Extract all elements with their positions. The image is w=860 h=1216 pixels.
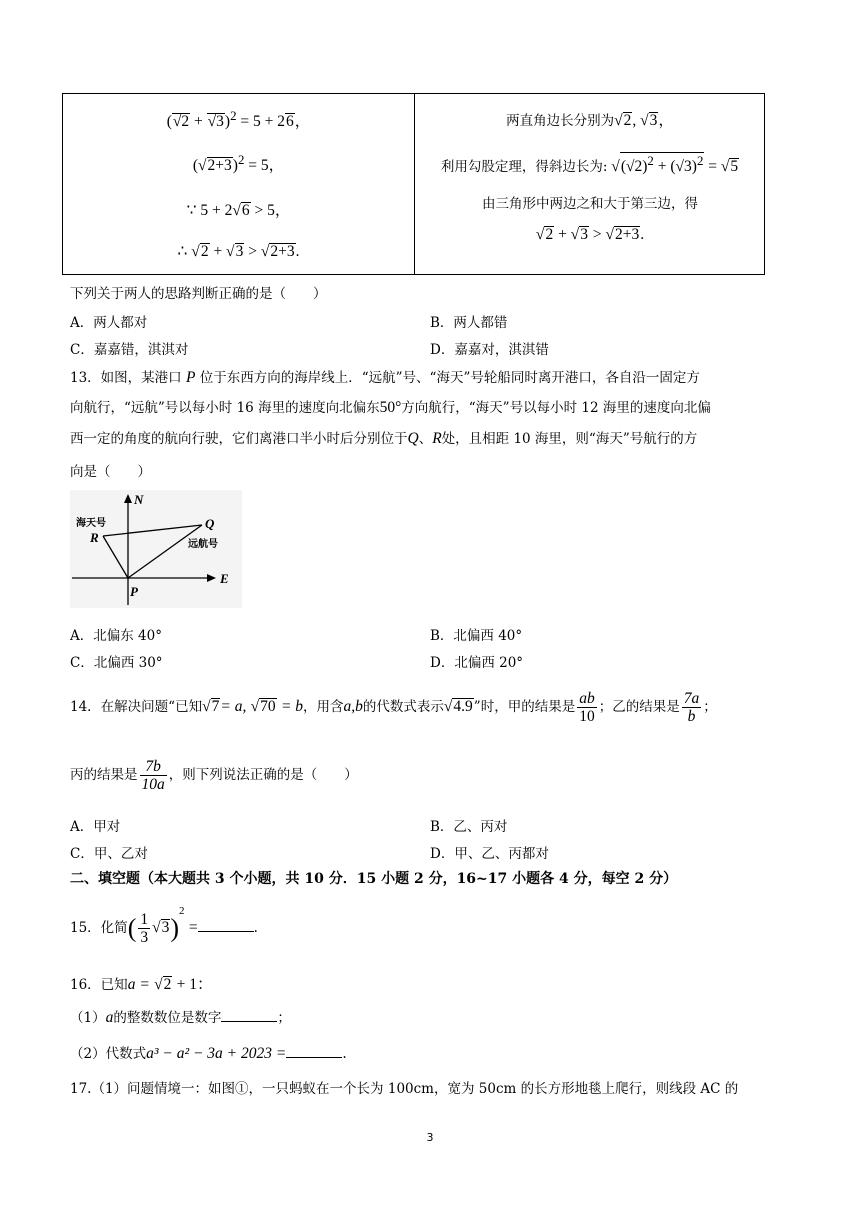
label-P: P <box>130 584 138 599</box>
q15-answer-blank[interactable] <box>198 919 254 932</box>
q16-2-answer-blank[interactable] <box>286 1045 342 1058</box>
right-line-2: 利用勾股定理，得斜边长为: $√(√2)^2 + (√3)^2 = √5$ <box>440 153 739 176</box>
q14-option-d: D．甲、乙、丙都对 <box>430 846 549 862</box>
left-line-2: $(√2+3)^2 = 5$， <box>192 152 285 175</box>
q14-line-1: 14．在解决问题“已知√7= a, √70 = b，用含a,b的代数式表示√4.9”时，甲的结果是 $\frac{ab}{10}$ ；乙的结果是 $\frac{7a}{b}$ ； <box>70 690 717 725</box>
label-haitian: 海天号 <box>76 518 106 529</box>
q13-option-c: C．北偏西 30° <box>70 655 163 671</box>
q15-line: 15．化简( $\frac{1}{3}$ √3)$^2$ = . <box>70 905 258 946</box>
q16-part-1: （1）a的整数数位是数字 ； <box>70 1009 291 1026</box>
q12-option-d: D．嘉嘉对，淇淇错 <box>430 342 549 358</box>
left-line-4: ∴ √2 + √3 > √2+3. <box>177 243 300 260</box>
q13-line-3: 西一定的角度的航向行驶，它们离港口半小时后分别位于Q、R处，且相距 10 海里，则“海天”号航行的方 <box>70 430 698 447</box>
right-line-3: 由三角形中两边之和大于第三边，得 <box>482 196 698 212</box>
q13-line-4: 向是（ ） <box>70 464 151 480</box>
label-E: E <box>220 571 229 586</box>
q16-line: 16．已知a = √2 + 1： <box>70 976 213 993</box>
q14-option-b: B．乙、丙对 <box>430 819 508 835</box>
q13-line-1: 13．如图，某港口 P 位于东西方向的海岸线上．“远航”号、“海天”号轮船同时离开港口，各自沿一固定方 <box>70 369 700 386</box>
fraction-7b-over-10a: $\frac{7b}{10a}$ <box>141 758 165 793</box>
q13-option-a: A．北偏东 40° <box>70 628 162 644</box>
q16-1-answer-blank[interactable] <box>221 1009 277 1022</box>
q13-line-2: 向航行，“远航”号以每小时 16 海里的速度向北偏东50°方向航行，“海天”号以每小时 12 海里的速度向北偏 <box>70 399 711 416</box>
page-number: 3 <box>426 1131 434 1144</box>
fraction-ab-over-10: $\frac{ab}{10}$ <box>579 690 595 725</box>
q14-option-a: A．甲对 <box>70 819 121 835</box>
label-Q: Q <box>205 516 215 531</box>
q12-stem: 下列关于两人的思路判断正确的是（ ） <box>70 286 327 302</box>
q13-option-d: D．北偏西 20° <box>430 655 524 671</box>
fraction-one-third: $\frac{1}{3}$ <box>140 911 149 946</box>
q14-line-2: 丙的结果是 $\frac{7b}{10a}$ ，则下列说法正确的是（ ） <box>70 758 358 793</box>
left-line-3: ∵ 5 + 2√6 > 5， <box>186 202 291 219</box>
q16-part-2: （2）代数式a³ − a² − 3a + 2023 = . <box>70 1045 347 1062</box>
comparison-table <box>62 93 765 275</box>
fraction-7a-over-b: $\frac{7a}{b}$ <box>683 690 700 725</box>
label-R: R <box>90 530 99 545</box>
right-line-1: 两直角边长分别为√2, √3， <box>506 112 674 129</box>
q14-option-c: C．甲、乙对 <box>70 846 148 862</box>
section-2-heading: 二、填空题（本大题共 3 个小题，共 10 分．15 小题 2 分，16~17 小题各 4 分，每空 2 分） <box>70 871 678 887</box>
q17-line: 17.（1）问题情境一：如图①，一只蚂蚁在一个长为 100cm，宽为 50cm 的长方形地毯上爬行，则线段 AC 的 <box>70 1081 739 1097</box>
label-yuanhang: 远航号 <box>188 539 218 550</box>
right-line-4: √2 + √3 > √2+3. <box>535 226 645 243</box>
label-N: N <box>134 492 144 507</box>
q13-figure <box>70 490 242 608</box>
left-line-1: $(√2 + √3)^2 = 5 + 26$， <box>166 108 311 131</box>
q13-option-b: B．北偏西 40° <box>430 628 523 644</box>
q12-option-a: A．两人都对 <box>70 315 148 331</box>
q12-option-c: C．嘉嘉错，淇淇对 <box>70 342 189 358</box>
q12-option-b: B．两人都错 <box>430 315 508 331</box>
